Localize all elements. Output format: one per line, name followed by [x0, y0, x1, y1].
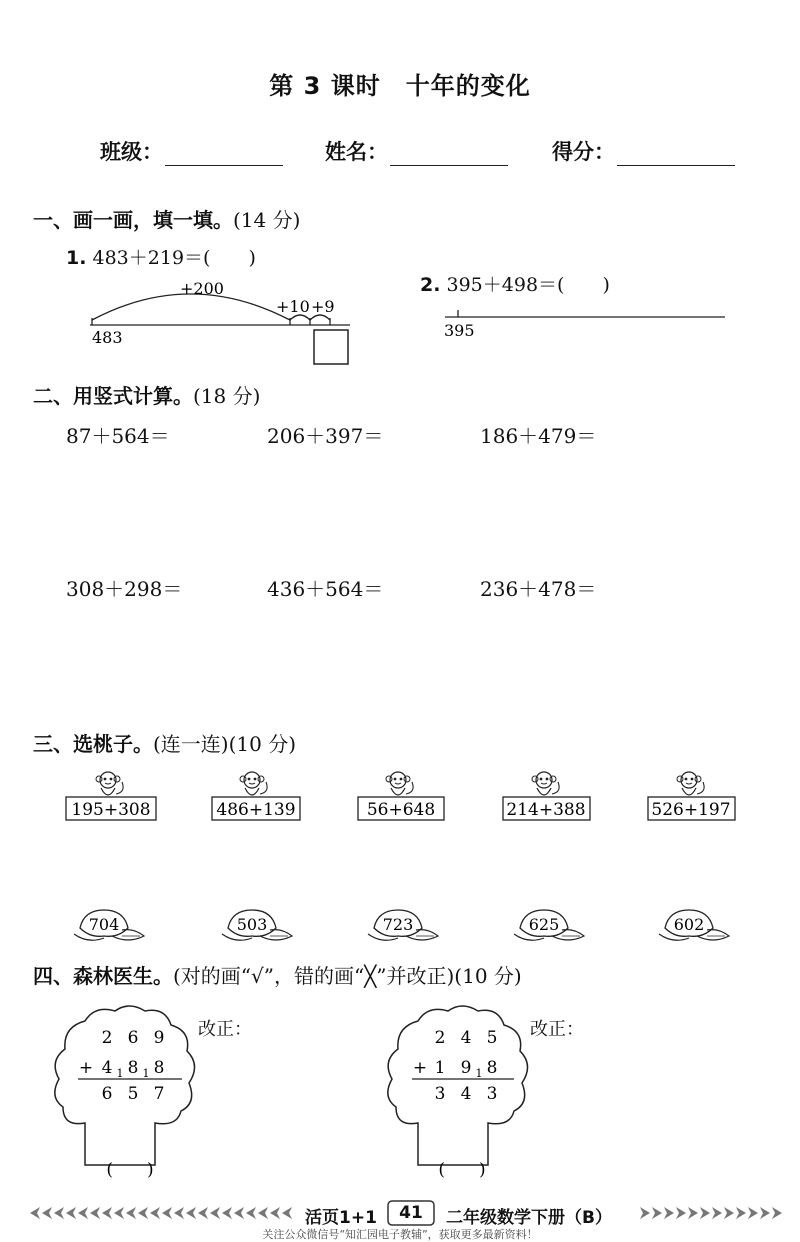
- correction-label: 改正：: [198, 1019, 252, 1040]
- svg-text:3: 3: [434, 1084, 446, 1104]
- peach-value: 503: [236, 915, 268, 934]
- monkey-expression: 56+648: [366, 800, 436, 820]
- q1-answer-box[interactable]: [314, 330, 348, 364]
- svg-text:7: 7: [153, 1084, 165, 1104]
- vertical-problem: 308＋298＝: [66, 577, 183, 601]
- svg-text:8: 8: [486, 1058, 498, 1078]
- svg-text:5: 5: [486, 1028, 498, 1048]
- judgement-paren[interactable]: ( ): [438, 1160, 486, 1180]
- monkey-card[interactable]: [648, 772, 735, 820]
- svg-text:9: 9: [153, 1028, 165, 1048]
- vertical-problem: 236＋478＝: [480, 577, 597, 601]
- peach-value: 602: [673, 915, 705, 934]
- svg-text:1: 1: [116, 1067, 124, 1080]
- section1-points: (14 分): [233, 208, 301, 232]
- footer-brand: 活页1+1: [305, 1208, 377, 1228]
- score-label: 得分：: [552, 140, 615, 164]
- page-number: 41: [399, 1203, 423, 1223]
- svg-text:1: 1: [475, 1067, 483, 1080]
- section4-points: (对的画“√”，错的画“╳”并改正)(10 分): [173, 964, 522, 988]
- svg-text:8: 8: [153, 1058, 165, 1078]
- name-label: 姓名：: [325, 140, 388, 164]
- number-lines: [0, 0, 800, 380]
- vertical-problem: 206＋397＝: [267, 424, 384, 448]
- monkey-card[interactable]: [503, 772, 590, 820]
- section4-heading: 四、森林医生。(对的画“√”，错的画“╳”并改正)(10 分): [33, 964, 522, 988]
- peach-value: 723: [382, 915, 414, 934]
- svg-text:5: 5: [127, 1084, 139, 1104]
- peach[interactable]: [74, 910, 144, 940]
- peach[interactable]: [368, 910, 438, 940]
- monkey-expression: 195+308: [71, 800, 151, 820]
- q1-expression: 1. 483＋219＝( ): [66, 247, 256, 269]
- correction-label: 改正：: [530, 1019, 584, 1040]
- svg-text:9: 9: [460, 1058, 472, 1078]
- peach[interactable]: [659, 910, 729, 940]
- svg-text:+: +: [412, 1058, 428, 1078]
- tree-problem-2: [388, 1006, 528, 1180]
- monkey-expression: 526+197: [651, 800, 731, 820]
- q1-start-label: 483: [92, 328, 123, 347]
- section3-heading: 三、选桃子。(连一连)(10 分): [33, 732, 297, 756]
- judgement-paren[interactable]: ( ): [106, 1160, 154, 1180]
- svg-text:1: 1: [434, 1058, 446, 1078]
- section3-points: (连一连)(10 分): [153, 732, 297, 756]
- svg-text:4: 4: [460, 1028, 472, 1048]
- vertical-problem: 186＋479＝: [480, 424, 597, 448]
- section2-heading: 二、用竖式计算。(18 分): [33, 384, 261, 408]
- footer-book: 二年级数学下册（B）: [446, 1208, 612, 1228]
- monkey-expression: 486+139: [216, 800, 296, 820]
- peach[interactable]: [222, 910, 292, 940]
- svg-text:3: 3: [486, 1084, 498, 1104]
- peach[interactable]: [514, 910, 584, 940]
- q1-jump2-label: +10: [276, 297, 310, 316]
- tree-problem-1: [55, 1006, 195, 1180]
- monkey-card[interactable]: [212, 772, 300, 820]
- q2-start-label: 395: [444, 321, 475, 340]
- svg-text:8: 8: [127, 1058, 139, 1078]
- vertical-problem: 436＋564＝: [267, 577, 384, 601]
- wechat-notice: 关注公众微信号“知汇园电子教辅”，获取更多最新资料！: [262, 1228, 538, 1241]
- q2-expression: 2. 395＋498＝( ): [420, 274, 610, 296]
- q1-jump1-label: +200: [180, 279, 224, 298]
- svg-text:2: 2: [101, 1028, 113, 1048]
- svg-text:6: 6: [101, 1084, 113, 1104]
- svg-text:6: 6: [127, 1028, 139, 1048]
- monkey-card[interactable]: [66, 772, 156, 820]
- section1-heading: 一、画一画，填一填。(14 分): [33, 208, 301, 232]
- peach-matching: [0, 760, 800, 950]
- peach-value: 625: [528, 915, 560, 934]
- svg-text:4: 4: [460, 1084, 472, 1104]
- vertical-problem: 87＋564＝: [66, 424, 170, 448]
- monkey-card[interactable]: [358, 772, 444, 820]
- svg-text:+: +: [78, 1058, 94, 1078]
- forest-doctor: [0, 995, 800, 1195]
- class-label: 班级：: [100, 140, 163, 164]
- peach-value: 704: [88, 915, 120, 934]
- page-title: 第 3 课时 十年的变化: [269, 72, 531, 100]
- monkey-expression: 214+388: [506, 800, 586, 820]
- svg-text:4: 4: [101, 1058, 113, 1078]
- section2-points: (18 分): [193, 384, 261, 408]
- svg-text:1: 1: [142, 1067, 150, 1080]
- svg-text:2: 2: [434, 1028, 446, 1048]
- q1-jump3-label: +9: [311, 297, 335, 316]
